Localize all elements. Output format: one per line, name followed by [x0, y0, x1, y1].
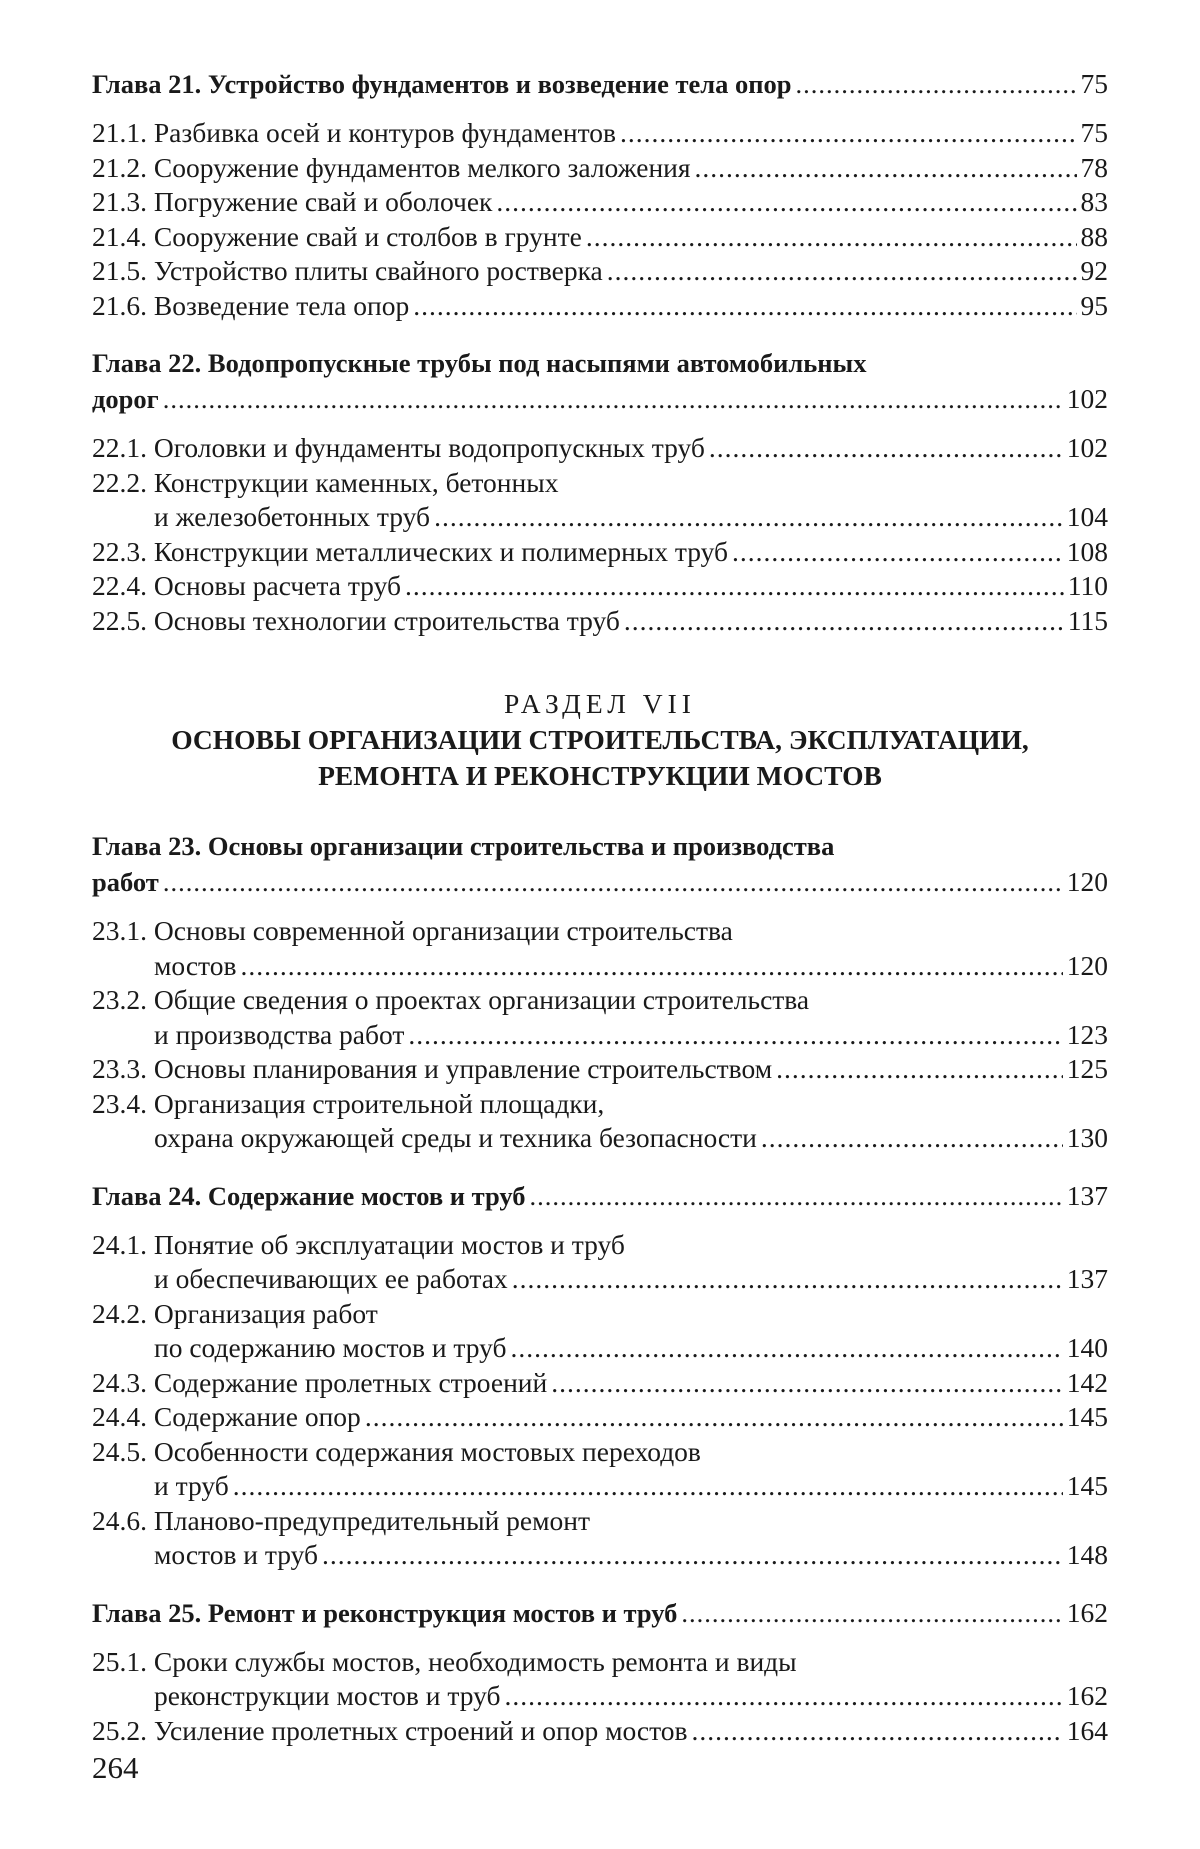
toc-chapter-title-line-1: Глава 23. Основы организации строительства и производства [92, 831, 835, 861]
dot-leader [776, 1052, 1063, 1087]
toc-entry-title-line-2: по содержанию мостов и труб [154, 1332, 507, 1363]
dot-leader [496, 185, 1076, 220]
toc-chapter-25 [92, 1595, 1108, 1631]
dot-leader [233, 1469, 1063, 1504]
toc-page-number: 92 [1080, 255, 1108, 286]
toc-entry-title-line-2: и железобетонных труб [154, 501, 431, 532]
toc-entry-23-3 [92, 1052, 1108, 1087]
toc-entry-title-line-1: 22.2. Конструкции каменных, бетонных [92, 466, 559, 498]
toc-entry-24-2 [92, 1297, 1108, 1366]
toc-page-number: 123 [1066, 1018, 1108, 1050]
toc-entry-24-5 [92, 1435, 1108, 1504]
toc-entry-21-3 [92, 185, 1108, 220]
toc-entry-title-line-2: охрана окружающей среды и техника безопасности [154, 1122, 757, 1153]
toc-entry-title: 21.4. Сооружение свай и столбов в грунте [92, 220, 582, 252]
toc-page-number: 137 [1066, 1179, 1108, 1211]
toc-entry-24-1 [92, 1228, 1108, 1297]
toc-entry-title: 22.4. Основы расчета труб [92, 570, 401, 601]
toc-page-number: 125 [1066, 1053, 1108, 1084]
section-heading [92, 686, 1108, 794]
toc-entry-22-4 [92, 569, 1108, 604]
toc-page-number: 95 [1080, 289, 1108, 321]
toc-entry-title-line-2: реконструкции мостов и труб [154, 1680, 501, 1711]
toc-entry-21-4 [92, 220, 1108, 255]
toc-entry-title: 21.6. Возведение тела опор [92, 289, 410, 321]
dot-leader [761, 1121, 1063, 1156]
dot-leader [607, 254, 1077, 289]
toc-chapter-23 [92, 828, 1108, 900]
toc-entry-22-2 [92, 466, 1108, 535]
section-title-line-1: ОСНОВЫ ОРГАНИЗАЦИИ СТРОИТЕЛЬСТВА, ЭКСПЛУАТАЦИИ, [171, 724, 1029, 755]
toc-entry-21-6 [92, 289, 1108, 324]
toc-page-number: 162 [1066, 1680, 1108, 1711]
toc-entry-title-line-1: 24.1. Понятие об эксплуатации мостов и труб [92, 1228, 625, 1260]
toc-entry-title: 22.1. Оголовки и фундаменты водопропускных труб [92, 432, 705, 463]
dot-leader [695, 151, 1077, 186]
toc-page-number: 108 [1066, 535, 1108, 567]
dot-leader [681, 1595, 1062, 1631]
dot-leader [511, 1331, 1063, 1366]
toc-entry-title: 21.1. Разбивка осей и контуров фундаментов [92, 117, 617, 148]
toc-page-number: 142 [1066, 1366, 1108, 1398]
toc-entry-24-6 [92, 1504, 1108, 1573]
toc-entry-21-5 [92, 254, 1108, 289]
dot-leader [796, 66, 1077, 102]
toc-entry-24-3 [92, 1366, 1108, 1401]
section-title-line-2: РЕМОНТА И РЕКОНСТРУКЦИИ МОСТОВ [318, 760, 882, 791]
toc-entry-23-1 [92, 914, 1108, 983]
toc-entry-24-4 [92, 1400, 1108, 1435]
page-number: 264 [92, 1750, 139, 1785]
dot-leader [408, 1018, 1062, 1053]
dot-leader [530, 1178, 1063, 1214]
dot-leader [505, 1679, 1063, 1714]
dot-leader [240, 949, 1062, 984]
toc-entry-title-line-1: 23.4. Организация строительной площадки, [92, 1087, 605, 1119]
toc-chapter-24 [92, 1178, 1108, 1214]
toc-entry-title-line-1: 24.5. Особенности содержания мостовых переходов [92, 1435, 701, 1467]
toc-page-number: 75 [1080, 117, 1108, 148]
toc-chapter-title-line-2: дорог [92, 384, 159, 414]
toc-page-number: 104 [1066, 501, 1108, 532]
toc-chapter-title: Глава 25. Ремонт и реконструкция мостов и труб [92, 1597, 678, 1628]
toc-entry-title-line-1: 24.6. Планово-предупредительный ремонт [92, 1504, 591, 1536]
dot-leader [365, 1400, 1063, 1435]
dot-leader [709, 431, 1063, 466]
toc-chapter-title: Глава 21. Устройство фундаментов и возведение тела опор [92, 69, 792, 99]
toc-entry-21-2 [92, 151, 1108, 186]
toc-entry-title: 21.3. Погружение свай и оболочек [92, 186, 493, 217]
dot-leader [624, 604, 1064, 639]
toc-chapter-title: Глава 24. Содержание мостов и труб [92, 1180, 526, 1211]
toc-entry-title-line-2: и производства работ [154, 1018, 405, 1050]
toc-entry-23-4 [92, 1087, 1108, 1156]
toc-entry-21-1 [92, 116, 1108, 151]
toc-page-number: 88 [1080, 220, 1108, 252]
toc-entry-title: 24.4. Содержание опор [92, 1401, 361, 1432]
toc-entry-title-line-1: 24.2. Организация работ [92, 1297, 378, 1329]
toc-page-number: 102 [1066, 383, 1108, 414]
dot-leader [405, 569, 1064, 604]
dot-leader [512, 1262, 1063, 1297]
toc-entry-22-5 [92, 604, 1108, 639]
toc-chapter-22 [92, 345, 1108, 417]
toc-entry-title: 21.5. Устройство плиты свайного ростверка [92, 255, 603, 286]
toc-entry-title-line-2: мостов [154, 949, 237, 981]
toc-page-number: 120 [1066, 866, 1108, 897]
dot-leader [322, 1538, 1063, 1573]
toc-page-number: 120 [1066, 949, 1108, 981]
dot-leader [620, 116, 1076, 151]
toc-entry-title-line-2: и труб [154, 1470, 229, 1501]
dot-leader [163, 381, 1063, 417]
toc-entry-22-3 [92, 535, 1108, 570]
toc-entry-title: 22.3. Конструкции металлических и полимерных труб [92, 535, 729, 567]
toc-page-number: 78 [1080, 151, 1108, 183]
toc-page-number: 75 [1080, 68, 1108, 99]
toc-entry-title-line-1: 23.2. Общие сведения о проектах организации строительства [92, 984, 810, 1015]
toc-page-number: 145 [1066, 1401, 1108, 1432]
toc-entry-title: 22.5. Основы технологии строительства труб [92, 604, 620, 636]
toc-entry-title-line-2: и обеспечивающих ее работах [154, 1263, 508, 1294]
toc-entry-title: 24.3. Содержание пролетных строений [92, 1366, 548, 1398]
toc-chapter-title-line-2: работ [92, 867, 159, 897]
toc-entry-title: 25.2. Усиление пролетных строений и опор мостов [92, 1714, 688, 1746]
dot-leader [434, 500, 1063, 535]
toc-page-number: 140 [1066, 1332, 1108, 1363]
toc-page-number: 110 [1067, 570, 1108, 601]
toc-entry-title: 23.3. Основы планирования и управление строительством [92, 1053, 773, 1084]
toc-page-number: 162 [1066, 1596, 1108, 1628]
table-of-contents [92, 66, 1108, 1748]
toc-entry-23-2 [92, 983, 1108, 1052]
section-label: РАЗДЕЛ VII [504, 688, 696, 719]
dot-leader [732, 535, 1063, 570]
toc-page-number: 130 [1066, 1122, 1108, 1153]
toc-page-number: 102 [1066, 432, 1108, 463]
toc-entry-title-line-1: 25.1. Сроки службы мостов, необходимость ремонта и виды [92, 1645, 797, 1677]
dot-leader [413, 289, 1076, 324]
dot-leader [163, 864, 1063, 900]
toc-entry-22-1 [92, 431, 1108, 466]
toc-chapter-21 [92, 66, 1108, 102]
toc-entry-title: 21.2. Сооружение фундаментов мелкого заложения [92, 151, 691, 183]
toc-page-number: 148 [1066, 1539, 1108, 1570]
toc-entry-25-2 [92, 1714, 1108, 1749]
toc-page-number: 83 [1080, 186, 1108, 217]
toc-page-number: 145 [1066, 1470, 1108, 1501]
dot-leader [692, 1714, 1063, 1749]
toc-chapter-title-line-1: Глава 22. Водопропускные трубы под насыпями автомобильных [92, 348, 867, 378]
toc-entry-title-line-2: мостов и труб [154, 1539, 319, 1570]
toc-entry-title-line-1: 23.1. Основы современной организации строительства [92, 915, 733, 946]
toc-page-number: 164 [1066, 1714, 1108, 1746]
toc-entry-25-1 [92, 1645, 1108, 1714]
toc-page-number: 115 [1067, 604, 1108, 636]
dot-leader [551, 1366, 1063, 1401]
toc-page-number: 137 [1066, 1263, 1108, 1294]
dot-leader [586, 220, 1077, 255]
